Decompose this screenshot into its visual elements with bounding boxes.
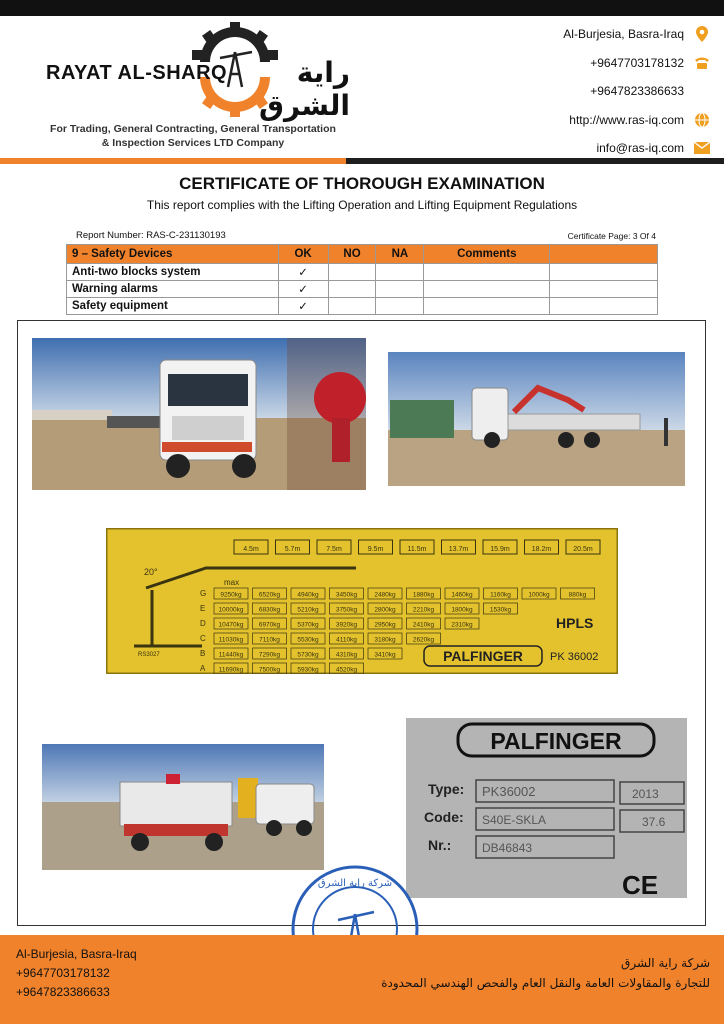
envelope-icon: [694, 140, 710, 156]
load-value: 5730kg: [297, 651, 319, 659]
footer-company-desc-ar: للتجارة والمقاولات العامة والنقل العام والفحص الهندسي المحدودة: [381, 976, 710, 990]
plate-year-value: 2013: [632, 787, 659, 801]
header-divider-orange: [0, 158, 346, 164]
header-ok: OK: [278, 245, 328, 264]
load-value: 4520kg: [335, 666, 358, 674]
header-section: 9 – Safety Devices: [67, 245, 279, 264]
contact-phone-2: [480, 77, 710, 106]
certificate-page: Certificate Page: 3 Of 4: [567, 231, 656, 241]
contact-block: [480, 20, 710, 163]
load-value: 2800kg: [374, 606, 396, 614]
website-text[interactable]: http://www.ras-iq.com: [569, 112, 684, 127]
load-value: 6520kg: [258, 591, 281, 599]
plate-nr-value: DB46843: [482, 841, 533, 855]
load-value: 880kg: [568, 591, 587, 599]
load-value: 1460kg: [451, 591, 473, 599]
load-value: 11030kg: [218, 636, 244, 644]
load-value: 1880kg: [412, 591, 435, 599]
plate-code-value: S40E-SKLA: [482, 813, 547, 827]
row-comments: [424, 298, 550, 315]
footer-address: Al-Burjesia, Basra-Iraq: [16, 947, 137, 961]
photo-load-chart: [106, 528, 618, 674]
row-comments: [424, 281, 550, 298]
load-value: 11690kg: [218, 666, 244, 674]
address-text: Al-Burjesia, Basra-Iraq: [563, 27, 684, 42]
photo-truck-front: [32, 338, 366, 490]
telephone-icon: [694, 55, 710, 71]
plate-code-extra: 37.6: [642, 815, 666, 829]
radius-label: 15.9m: [490, 546, 510, 553]
contact-website: [480, 106, 710, 135]
load-value: 10000kg: [218, 606, 244, 614]
footer-bar: [0, 935, 724, 1024]
load-value: 7290kg: [258, 651, 281, 659]
safety-devices-table: [66, 244, 658, 315]
radius-label: 9.5m: [367, 546, 384, 553]
load-value: 5370kg: [297, 621, 319, 629]
load-value: 2310kg: [451, 621, 473, 629]
footer-phone-2[interactable]: +9647823386633: [16, 985, 110, 999]
boom-row-label: D: [200, 619, 206, 628]
photo-truck-rear: [42, 744, 324, 870]
row-blank: [550, 281, 658, 298]
load-value: 1800kg: [451, 606, 473, 614]
photo-truck-side: [388, 352, 685, 486]
row-no: [328, 281, 376, 298]
load-value: 11440kg: [218, 651, 244, 659]
stamp-text-arabic: شركة راية الشرق: [317, 878, 393, 889]
contact-phone-1: [480, 49, 710, 78]
boom-row-label: B: [200, 649, 206, 658]
load-value: 1160kg: [490, 591, 511, 599]
load-value: 1000kg: [528, 591, 550, 599]
load-value: 2480kg: [374, 591, 396, 599]
row-ok: ✓: [278, 281, 328, 298]
load-value: 2620kg: [412, 636, 435, 644]
footer-phone-1[interactable]: +9647703178132: [16, 966, 110, 980]
company-tagline: [40, 122, 346, 150]
boom-row-label: G: [200, 589, 207, 598]
plate-type-label: Type:: [428, 781, 465, 797]
chart-model: PK 36002: [550, 651, 599, 663]
load-value: 2210kg: [412, 606, 435, 614]
load-value: 3750kg: [335, 606, 358, 614]
tagline-line-2: & Inspection Services LTD Company: [101, 137, 285, 149]
table-row: [67, 264, 658, 281]
logo-text-english: RAYAT AL-SHARQ: [46, 62, 228, 84]
header-no: NO: [328, 245, 376, 264]
row-na: [376, 281, 424, 298]
table-row: [67, 298, 658, 315]
radius-label: 11.5m: [407, 546, 427, 553]
load-value: 2950kg: [374, 621, 396, 629]
load-value: 3410kg: [374, 651, 396, 659]
document-subtitle: This report complies with the Lifting Operation and Lifting Equipment Regulations: [146, 198, 578, 212]
radius-label: 7.5m: [326, 546, 342, 553]
load-value: 9250kg: [220, 591, 242, 599]
plate-type-value: PK36002: [482, 784, 536, 799]
radius-label: 20.5m: [573, 546, 593, 553]
document-title: CERTIFICATE OF THOROUGH EXAMINATION: [179, 174, 545, 193]
max-label: max: [224, 578, 240, 587]
logo-text-arabic: راية الشرق: [258, 56, 350, 122]
phone-2-text[interactable]: +9647823386633: [590, 84, 684, 99]
load-value: 2410kg: [412, 621, 435, 629]
phone-1-text[interactable]: +9647703178132: [590, 55, 684, 70]
header-divider-dark: [346, 158, 724, 164]
phone-spacer: [694, 83, 710, 99]
load-value: 6970kg: [258, 621, 281, 629]
footer-company-name-ar: شركة راية الشرق: [621, 956, 710, 970]
load-value: 4310kg: [335, 651, 358, 659]
company-logo: [40, 22, 350, 122]
boom-row-label: C: [200, 634, 206, 643]
header-blank: [550, 245, 658, 264]
row-item: Warning alarms: [67, 281, 279, 298]
boom-row-label: A: [200, 664, 206, 673]
footer-contact: [16, 945, 137, 1002]
report-number: Report Number: RAS-C-231130193: [76, 230, 226, 241]
crane-serial: RS3027: [138, 652, 160, 658]
load-value: 4940kg: [297, 591, 319, 599]
load-value: 7500kg: [258, 666, 281, 674]
row-comments: [424, 264, 550, 281]
plate-nr-label: Nr.:: [428, 837, 452, 853]
footer-company-arabic: [381, 953, 710, 993]
contact-address: [480, 20, 710, 49]
row-no: [328, 298, 376, 315]
location-pin-icon: [694, 26, 710, 42]
email-text[interactable]: info@ras-iq.com: [596, 141, 684, 156]
header-na: NA: [376, 245, 424, 264]
row-blank: [550, 298, 658, 315]
table-row: [67, 281, 658, 298]
top-bar: [0, 0, 724, 16]
load-value: 1530kg: [489, 606, 512, 614]
ce-mark: CE: [622, 870, 659, 898]
load-value: 4110kg: [336, 636, 357, 644]
load-value: 3180kg: [374, 636, 396, 644]
chart-brand: PALFINGER: [443, 648, 523, 664]
globe-icon: [694, 112, 710, 128]
radius-label: 5.7m: [284, 546, 301, 553]
plate-code-label: Code:: [424, 809, 464, 825]
table-header-row: [67, 245, 658, 264]
radius-label: 13.7m: [448, 546, 469, 553]
load-value: 6830kg: [258, 606, 281, 614]
tagline-line-1: For Trading, General Contracting, General Transportation: [50, 123, 336, 135]
row-na: [376, 264, 424, 281]
load-value: 10470kg: [218, 621, 244, 629]
load-value: 7110kg: [259, 636, 280, 644]
hpls-logo: HPLS: [556, 615, 594, 631]
load-value: 5930kg: [297, 666, 319, 674]
row-ok: ✓: [278, 264, 328, 281]
radius-label: 4.5m: [243, 546, 259, 553]
angle-label: 20°: [144, 567, 158, 577]
header-comments: Comments: [424, 245, 550, 264]
boom-row-label: E: [200, 604, 206, 613]
radius-label: 18.2m: [531, 546, 552, 553]
row-na: [376, 298, 424, 315]
row-ok: ✓: [278, 298, 328, 315]
row-no: [328, 264, 376, 281]
row-blank: [550, 264, 658, 281]
load-value: 3450kg: [335, 591, 358, 599]
plate-brand: PALFINGER: [490, 728, 622, 754]
row-item: Anti-two blocks system: [67, 264, 279, 281]
photo-serial-plate: [406, 718, 687, 898]
load-value: 5210kg: [297, 606, 319, 614]
load-value: 3920kg: [335, 621, 358, 629]
row-item: Safety equipment: [67, 298, 279, 315]
load-value: 5530kg: [297, 636, 319, 644]
